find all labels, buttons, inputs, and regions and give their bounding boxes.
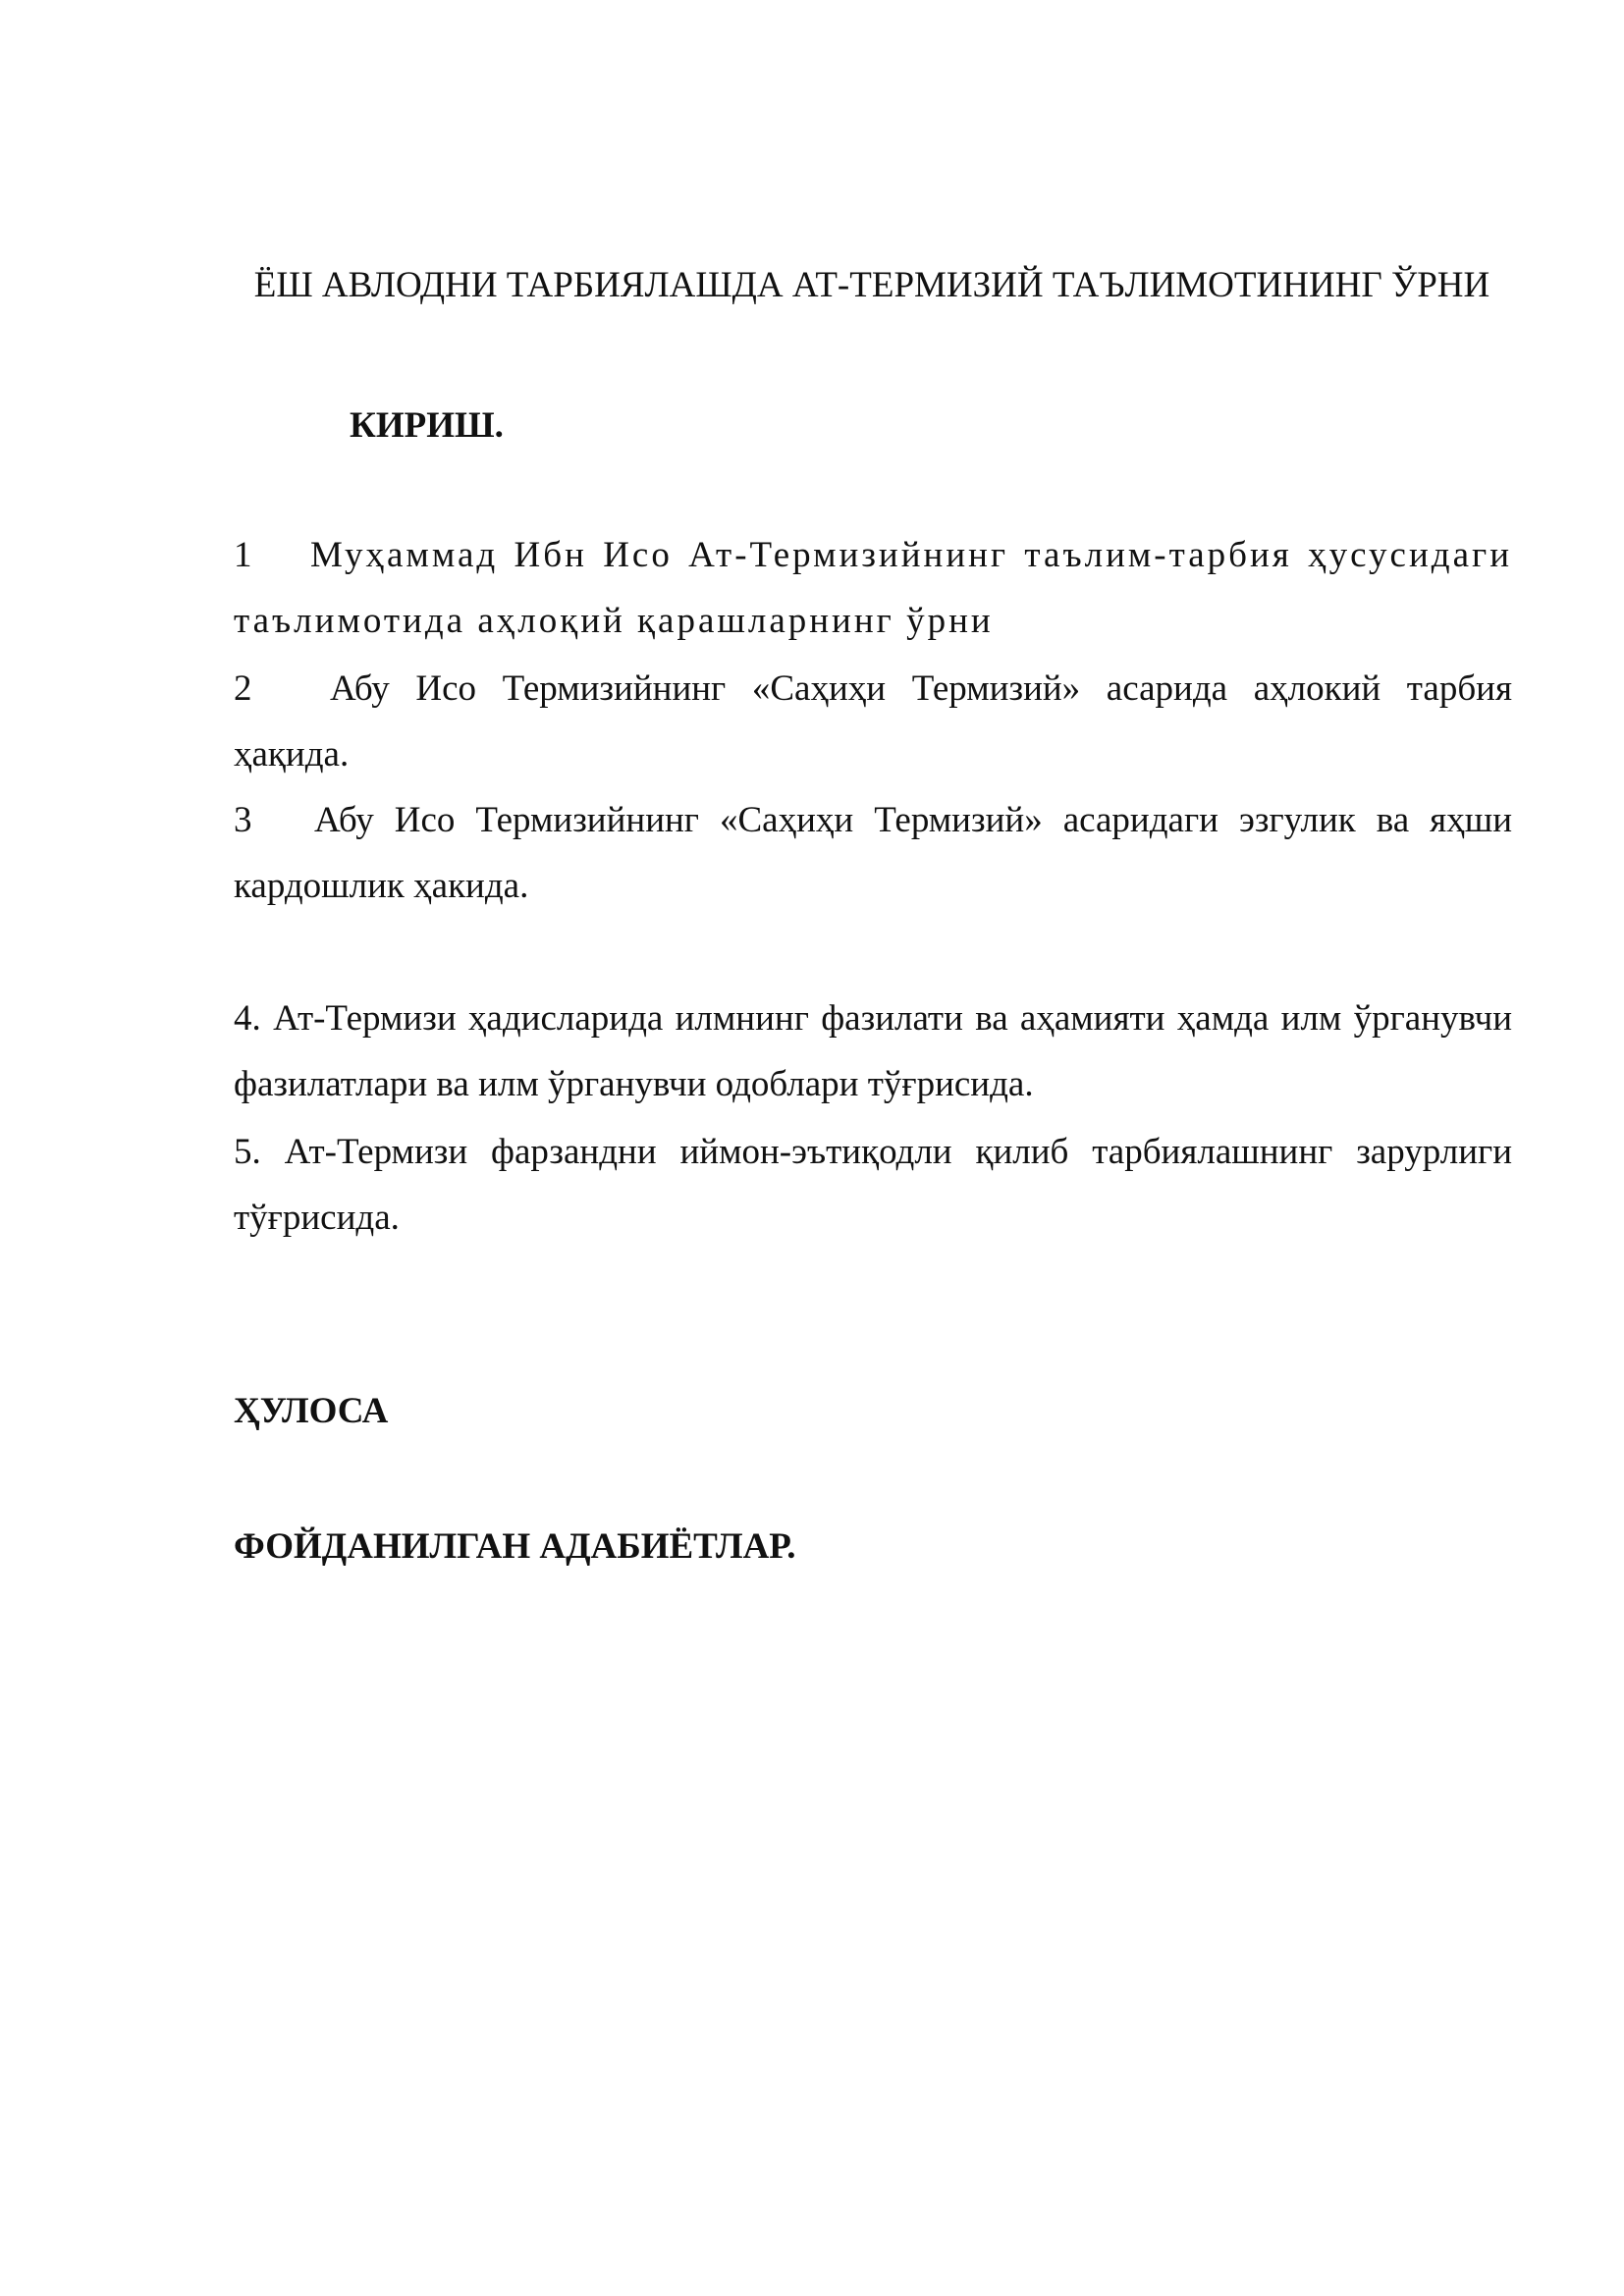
toc-item-text: Абу Исо Термизийнинг «Саҳиҳи Термизий» асаридаги эзгулик ва яҳши кардошлик ҳакида. [234, 800, 1512, 906]
toc-item-text: Ат-Термизи ҳадисларида илмнинг фазилати ва аҳамияти ҳамда илм ўрганувчи фазилатлари ва илм ўрганувчи одоблари тўғрисида. [234, 998, 1513, 1104]
toc-item-number: 3 [234, 800, 252, 840]
toc-item-text: Муҳаммад Ибн Исо Ат-Термизийнинг таълим-тарбия ҳусусидаги таълимотида аҳлоқий қарашларнинг ўрни [234, 535, 1512, 641]
toc-item-text: Ат-Термизи фарзандни иймон-эътиқодли қилиб тарбиялашнинг зарурлиги тўғрисида. [234, 1132, 1512, 1238]
toc-item-number: 2 [234, 668, 252, 709]
toc-item-1 [234, 522, 1512, 654]
toc-item-5 [234, 1119, 1512, 1251]
toc-item-text: Абу Исо Термизийнинг «Саҳиҳи Термизий» асарида аҳлокий тарбия ҳақида. [234, 668, 1512, 774]
references-heading: ФОЙДАНИЛГАН АДАБИЁТЛАР. [234, 1526, 796, 1567]
toc-item-2 [234, 656, 1512, 787]
toc-item-4 [234, 986, 1512, 1117]
toc-item-number: 4. [234, 998, 261, 1039]
toc-item-number: 1 [234, 535, 255, 575]
document-title: ЁШ АВЛОДНИ ТАРБИЯЛАШДА АТ-ТЕРМИЗИЙ ТАЪЛИМОТИНИНГ ЎРНИ [253, 265, 1490, 305]
toc-item-number: 5. [234, 1132, 261, 1172]
intro-heading: КИРИШ. [350, 405, 504, 446]
conclusion-heading: ҲУЛОСА [234, 1391, 389, 1431]
toc-item-3 [234, 787, 1512, 919]
